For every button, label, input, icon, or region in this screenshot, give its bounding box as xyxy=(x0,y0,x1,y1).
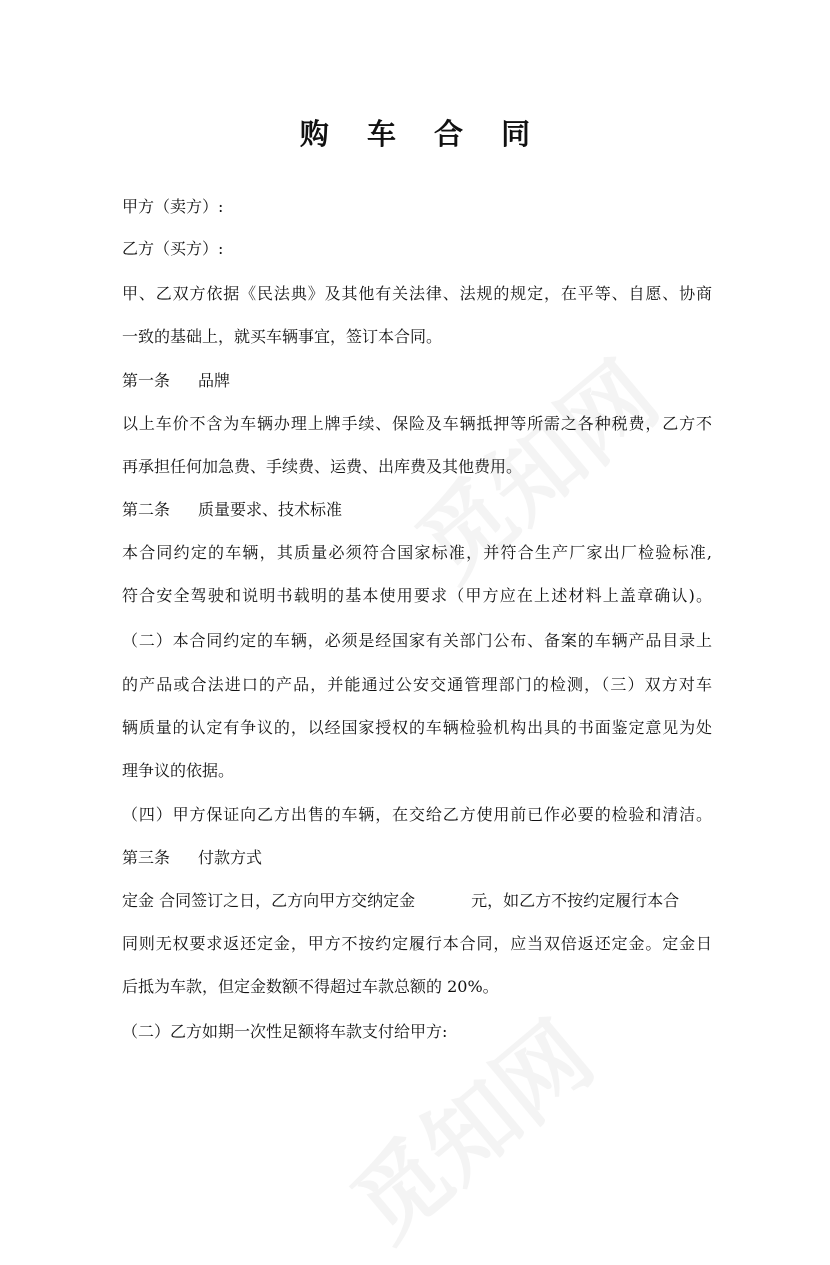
article-3-heading xyxy=(122,846,712,870)
party-b-line: 乙方（买方）: xyxy=(122,239,224,258)
article-3-clause-2: （二）乙方如期一次性足额将车款支付给甲方: xyxy=(122,1022,448,1041)
article-number: 第三条 xyxy=(122,848,171,867)
article-3-text xyxy=(122,889,712,913)
deposit-text-start: 定金 合同签订之日，乙方向甲方交纳定金 xyxy=(122,891,416,910)
article-2-text: 符合安全驾驶和说明书载明的基本使用要求（甲方应在上述材料上盖章确认)。 xyxy=(122,586,712,605)
article-2-clause-2: 辆质量的认定有争议的，以经国家授权的车辆检验机构出具的书面鉴定意见为处 xyxy=(122,718,712,737)
article-2-clause-2: （二）本合同约定的车辆，必须是经国家有关部门公布、备案的车辆产品目录上 xyxy=(122,631,712,650)
party-a-line: 甲方（卖方）: xyxy=(122,197,224,216)
article-1-text: 再承担任何加急费、手续费、运费、出库费及其他费用。 xyxy=(122,457,523,476)
article-title: 品牌 xyxy=(198,371,231,390)
deposit-text-end: 元，如乙方不按约定履行本合 xyxy=(471,891,680,910)
article-2-clause-2: 理争议的依据。 xyxy=(122,761,235,780)
document-title: 购 车 合 同 xyxy=(299,117,545,151)
article-2-text: 本合同约定的车辆，其质量必须符合国家标准，并符合生产厂家出厂检验标准, xyxy=(122,543,712,562)
article-number: 第二条 xyxy=(122,500,171,519)
article-number: 第一条 xyxy=(122,371,171,390)
article-title: 质量要求、技术标准 xyxy=(198,500,343,519)
article-2-clause-2: 的产品或合法进口的产品，并能通过公安交通管理部门的检测，（三）双方对车 xyxy=(122,675,712,694)
article-3-text: 同则无权要求返还定金，甲方不按约定履行本合同，应当双倍返还定金。定金日 xyxy=(122,934,712,953)
article-2-clause-4: （四）甲方保证向乙方出售的车辆，在交给乙方使用前已作必要的检验和清洁。 xyxy=(122,805,712,824)
intro-line: 甲、乙双方依据《民法典》及其他有关法律、法规的规定，在平等、自愿、协商 xyxy=(122,284,712,303)
article-1-heading xyxy=(122,369,712,393)
article-3-text: 后抵为车款，但定金数额不得超过车款总额的 20%。 xyxy=(122,977,499,996)
article-1-text: 以上车价不含为车辆办理上牌手续、保险及车辆抵押等所需之各种税费，乙方不 xyxy=(122,414,712,433)
article-title: 付款方式 xyxy=(198,848,263,867)
intro-line: 一致的基础上，就买车辆事宜，签订本合同。 xyxy=(122,327,443,346)
article-2-heading xyxy=(122,498,712,522)
